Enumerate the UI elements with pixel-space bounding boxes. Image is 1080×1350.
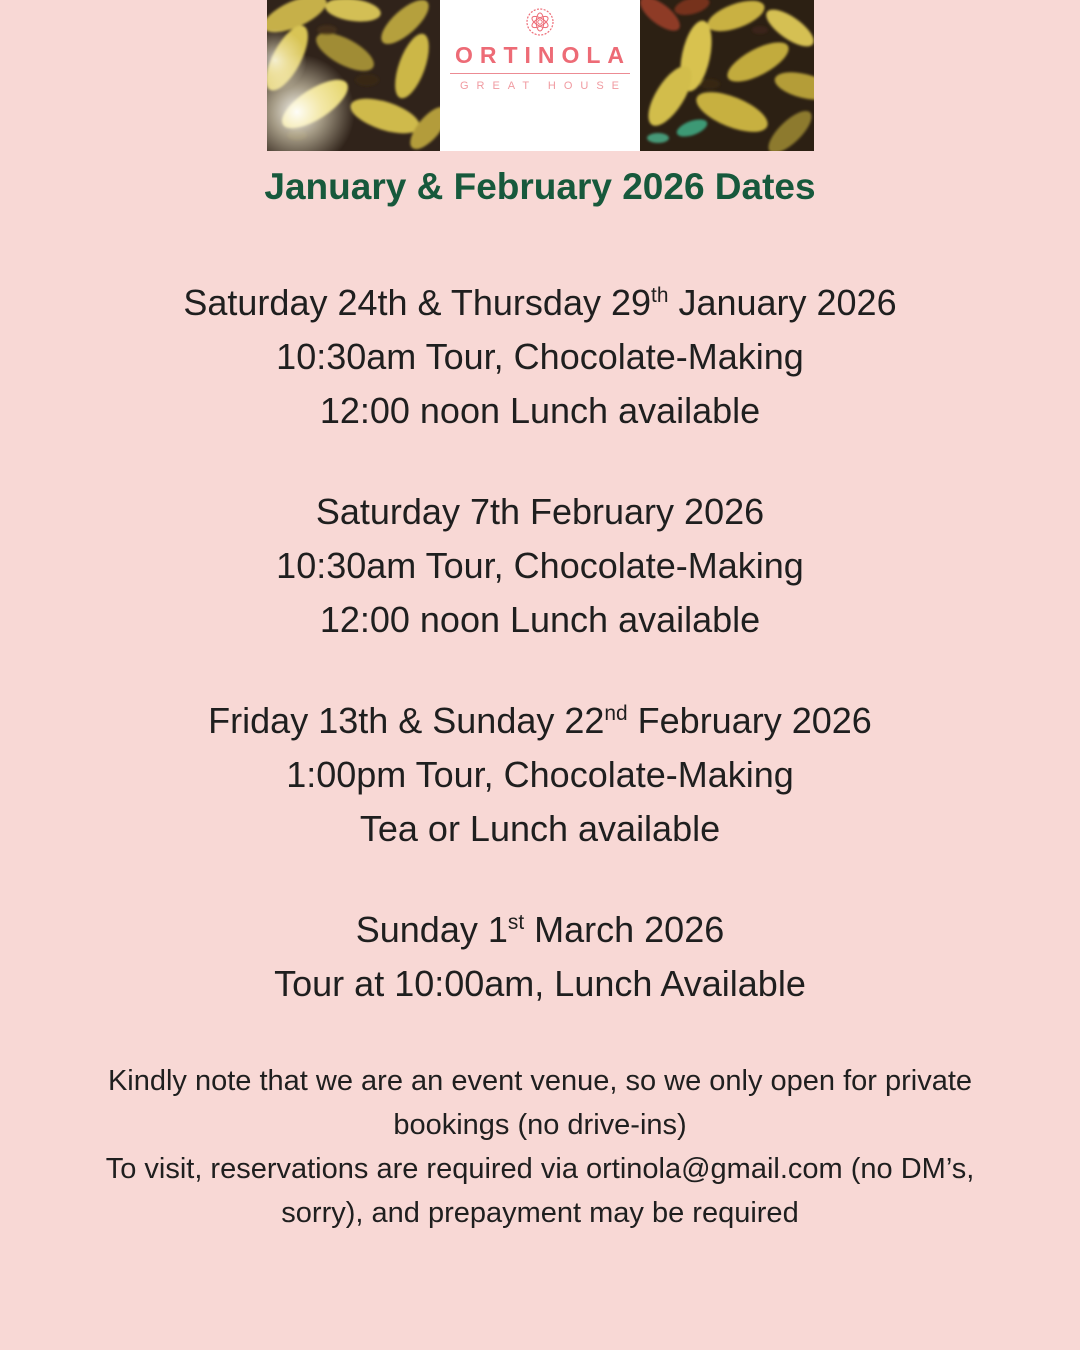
event-date-text-cont: March 2026: [524, 908, 725, 950]
logo-subtitle: GREAT HOUSE: [459, 80, 628, 92]
booking-note-line: Kindly note that we are an event venue, so we only open for private bookings (no drive-ins): [107, 1064, 973, 1141]
event-date-ordinal: st: [507, 910, 525, 934]
event-date-heading: [0, 269, 1080, 330]
page-title: January & February 2026 Dates: [264, 166, 816, 207]
logo-divider: [450, 73, 630, 74]
header-photo: [267, 0, 814, 151]
event-detail: 1:00pm Tour, Chocolate-Making: [286, 753, 794, 795]
logo-panel: [440, 0, 640, 151]
event-section-feb-7: [0, 478, 1080, 647]
event-section-feb-13-22: [0, 687, 1080, 856]
booking-note-line: To visit, reservations are required via ortinola@gmail.com (no DM’s, sorry), and prepayment may be required: [105, 1152, 975, 1229]
logo-medallion-icon: [526, 8, 554, 36]
logo-wordmark: ORTINOLA: [454, 42, 632, 68]
schedule: [0, 269, 1080, 1011]
event-date-heading: [0, 478, 1080, 539]
event-detail: 12:00 noon Lunch available: [319, 389, 761, 431]
event-detail: Tour at 10:00am, Lunch Available: [274, 962, 806, 1004]
event-date-text: Saturday 7th February 2026: [315, 490, 765, 532]
booking-note: [0, 1059, 1080, 1235]
event-date-text: Saturday 24th & Thursday 29: [183, 281, 652, 323]
event-date-text-cont: February 2026: [627, 699, 872, 741]
event-date-heading: [0, 896, 1080, 957]
event-detail: 10:30am Tour, Chocolate-Making: [276, 335, 804, 377]
event-date-text: Friday 13th & Sunday 22: [208, 699, 605, 741]
event-date-ordinal: nd: [604, 701, 628, 725]
event-date-text: Sunday 1: [355, 908, 508, 950]
event-date-text-cont: January 2026: [668, 281, 897, 323]
cocoa-pods-photo-left: [267, 0, 440, 151]
event-section-march-1: [0, 896, 1080, 1011]
cocoa-pods-photo-right: [640, 0, 814, 151]
event-detail: 12:00 noon Lunch available: [319, 598, 761, 640]
event-detail: Tea or Lunch available: [359, 807, 721, 849]
event-date-heading: [0, 687, 1080, 748]
event-detail: 10:30am Tour, Chocolate-Making: [276, 544, 804, 586]
event-section-january: [0, 269, 1080, 438]
event-date-ordinal: th: [651, 284, 669, 307]
